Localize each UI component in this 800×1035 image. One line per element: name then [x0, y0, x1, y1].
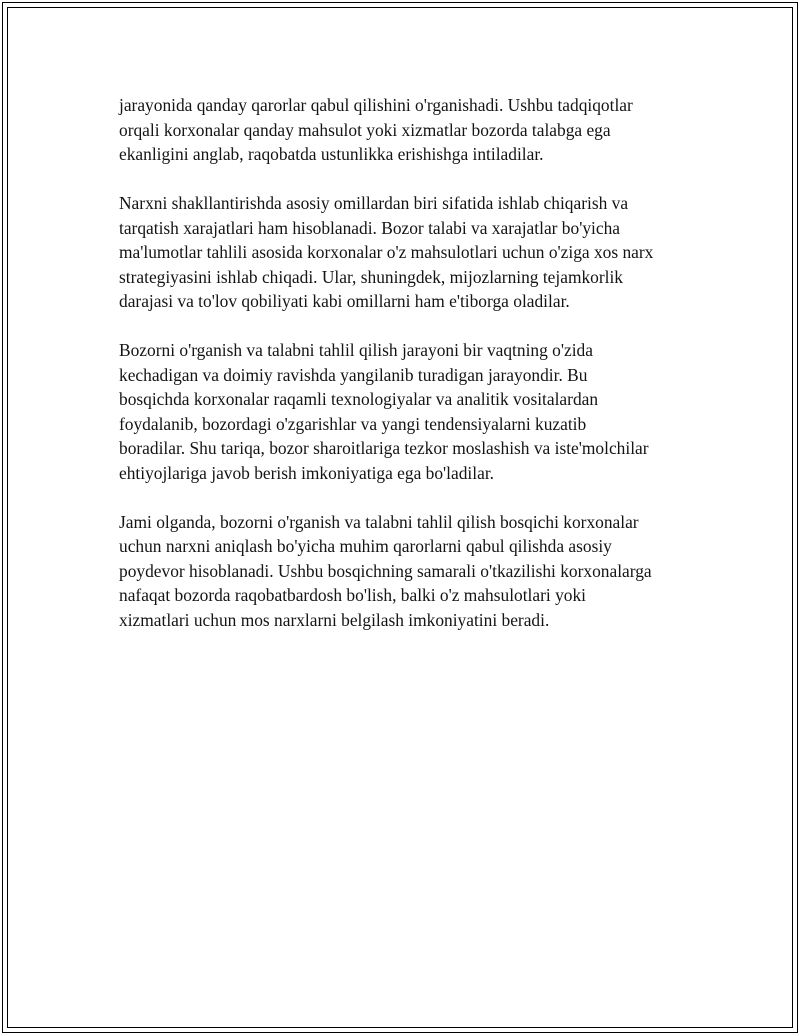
paragraph: Bozorni o'rganish va talabni tahlil qilish jarayoni bir vaqtning o'zida kechadigan va doimiy ravishda yangilanib turadigan jarayondir. Bu bosqichda korxonalar raqamli texnologiyalar va analitik vositalardan foydalanib, bozordagi o'zgarishlar va yangi tendensiyalarni kuzatib boradilar. Shu tariqa, bozor sharoitlariga tezkor moslashish va iste'molchilar ehtiyojlariga javob berish imkoniyatiga ega bo'ladilar.: [119, 340, 649, 483]
paragraph: Narxni shakllantirishda asosiy omillardan biri sifatida ishlab chiqarish va tarqatish xarajatlari ham hisoblanadi. Bozor talabi va xarajatlar bo'yicha ma'lumotlar tahlili asosida korxonalar o'z mahsulotlari uchun o'ziga xos narx strategiyasini ishlab chiqadi. Ular, shuningdek, mijozlarning tejamkorlik darajasi va to'lov qobiliyati kabi omillarni ham e'tiborga oladilar.: [119, 193, 654, 311]
paragraph: Jami olganda, bozorni o'rganish va talabni tahlil qilish bosqichi korxonalar uchun narxni aniqlash bo'yicha muhim qarorlarni qabul qilishda asosiy poydevor hisoblanadi. Ushbu bosqichning samarali o'tkazilishi korxonalarga nafaqat bozorda raqobatbardosh bo'lish, balki o'z mahsulotlari yoki xizmatlari uchun mos narxlarni belgilash imkoniyatini beradi.: [119, 511, 652, 630]
paragraph: jarayonida qanday qarorlar qabul qilishini o'rganishadi. Ushbu tadqiqotlar orqali korxonalar qanday mahsulot yoki xizmatlar bozorda talabga ega ekanligini anglab, raqobatda ustunlikka erishishga intiladilar.: [119, 95, 633, 164]
document-body: [119, 93, 689, 657]
